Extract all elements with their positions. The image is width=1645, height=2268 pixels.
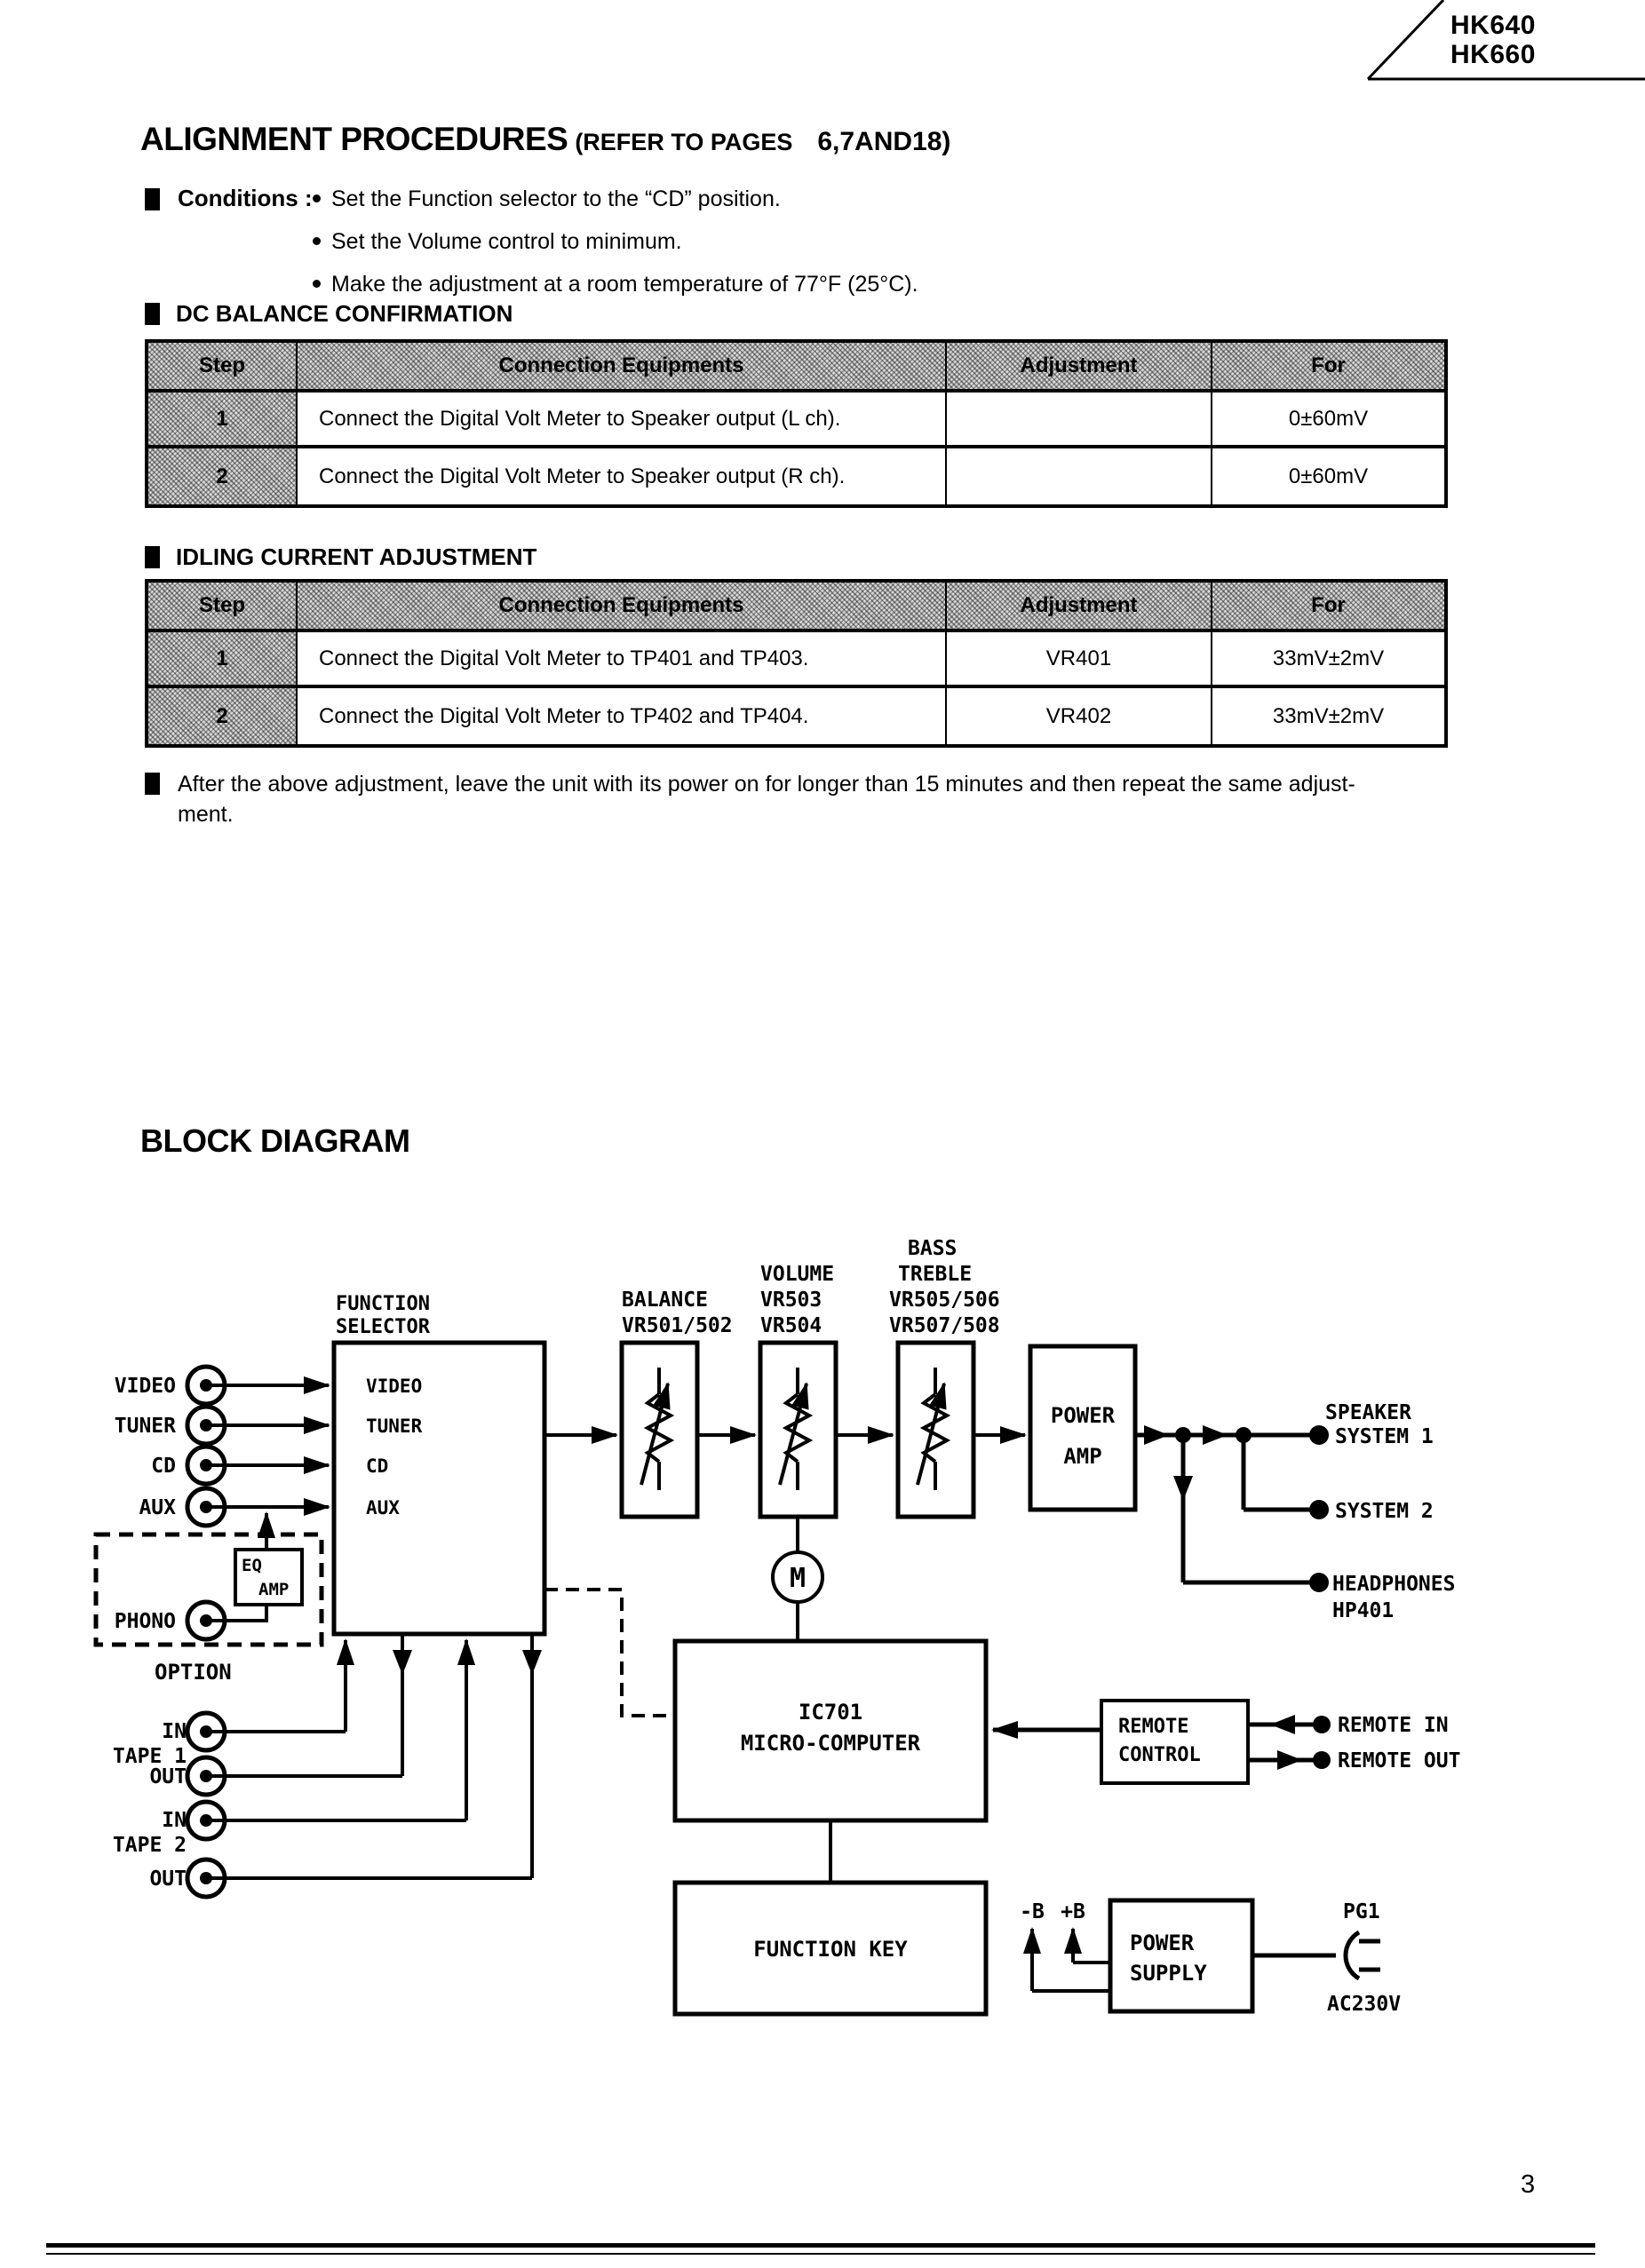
fs-input-tuner: TUNER [366,1416,423,1437]
function-key-label: FUNCTION KEY [753,1937,908,1962]
amp-label: AMP [258,1580,290,1599]
fs-input-aux: AUX [366,1497,400,1519]
system1-terminal [1309,1425,1329,1445]
adjustment-cell [947,393,1212,448]
bass-vr1-label: VR505/506 [889,1289,1000,1312]
connection-cell: Connect the Digital Volt Meter to Speaker output (R ch). [298,448,947,504]
page-number: 3 [1521,2170,1536,2199]
phono-jack-label: PHONO [114,1610,176,1633]
volume-vr1-label: VR503 [760,1289,822,1312]
hp401-label: HP401 [1332,1599,1395,1622]
adjustment-cell: VR401 [947,632,1212,688]
function-selector-label2: SELECTOR [336,1316,430,1338]
title-refer: (REFER TO PAGES [575,129,793,155]
step-cell: 1 [148,393,298,448]
bullet-icon [313,237,321,245]
for-cell: 0±60mV [1288,464,1369,488]
note-line1: After the above adjustment, leave the unit with its power on for longer than 15 minutes and then repeat the same adjust- [178,772,1355,797]
power-amp-box [1030,1346,1135,1510]
tuner-jack-label: TUNER [114,1415,176,1438]
fs-to-ic-dashed-wire [544,1590,672,1716]
section-header-idling-current [145,543,536,571]
video-jack-label: VIDEO [114,1375,176,1398]
section-header-dc-balance [145,300,513,328]
tape1-out-jack [187,1757,225,1795]
power-supply-label1: POWER [1130,1931,1195,1955]
option-label: OPTION [155,1660,232,1685]
header-slash [1368,0,1443,79]
bullet-icon [313,194,321,202]
out-arrow-2 [1203,1425,1228,1445]
minus-b-label: -B [1020,1900,1045,1923]
conditions-bullet-square [145,188,160,210]
tape2-out-jack [187,1860,225,1897]
system2-terminal [1309,1500,1329,1519]
remote-label1: REMOTE [1118,1716,1189,1738]
tape1-in-jack [187,1713,225,1750]
remote-control-box [1101,1701,1248,1783]
bullet-icon [313,280,321,288]
balance-pot-icon [641,1368,671,1490]
headphones-label: HEADPHONES [1332,1573,1456,1596]
block-diagram-title: BLOCK DIAGRAM [140,1122,410,1159]
step-cell: 1 [148,632,298,688]
tape2-in-jack [187,1802,225,1839]
eq-label: EQ [242,1556,262,1575]
power-amp-label2: AMP [1063,1444,1102,1469]
section-title: DC BALANCE CONFIRMATION [176,300,513,327]
column-header: Step [148,583,298,632]
for-cell: 33mV±2mV [1212,632,1444,688]
title-pages: 6,7AND18) [817,127,951,156]
treble-label: TREBLE [898,1263,973,1286]
remote-in-terminal [1313,1716,1331,1733]
system1-label: SYSTEM 1 [1335,1425,1434,1448]
adjustment-cell: VR402 [947,688,1212,744]
connection-cell: Connect the Digital Volt Meter to Speaker output (L ch). [298,393,947,448]
ic701-label2: MICRO-COMPUTER [740,1731,921,1756]
tape1-in-label: IN [162,1720,187,1743]
speaker-label: SPEAKER [1325,1401,1411,1424]
for-cell: 33mV±2mV [1272,703,1385,728]
tape1-label: TAPE 1 [112,1745,187,1768]
cd-jack [187,1447,225,1484]
remote-label2: CONTROL [1118,1744,1201,1766]
bass-vr2-label: VR507/508 [889,1314,1000,1337]
motor-label: M [789,1563,807,1594]
fs-input-video: VIDEO [366,1376,423,1397]
dc-balance-table [145,339,1448,508]
model-1: HK640 [1450,11,1536,40]
connection-cell: Connect the Digital Volt Meter to TP402 and TP404. [298,688,947,744]
title-main: ALIGNMENT PROCEDURES [140,121,568,157]
column-header: Connection Equipments [298,343,947,393]
bass-label: BASS [908,1237,958,1260]
bottom-rule-thin [46,2253,1595,2255]
tape2-out-label: OUT [149,1868,187,1891]
column-header: Connection Equipments [298,583,947,632]
remote-out-arrow [1277,1750,1302,1770]
pg1-label: PG1 [1343,1900,1380,1923]
tape2-in-label: IN [162,1809,187,1832]
tape2-label: TAPE 2 [112,1834,187,1857]
ac-plug-icon [1346,1932,1380,1979]
phono-jack [187,1602,225,1639]
section-title: IDLING CURRENT ADJUSTMENT [176,543,537,570]
balance-vr-label: VR501/502 [622,1314,733,1337]
volume-pot-icon [780,1368,809,1490]
condition-text: Set the Volume control to minimum. [331,229,682,254]
tape1-out-arrow [393,1650,412,1675]
headphones-arrow [1173,1476,1193,1501]
note-text [178,769,1492,829]
column-header: Adjustment [947,583,1212,632]
connection-cell: Connect the Digital Volt Meter to TP401 and TP403. [298,632,947,688]
condition-text: Set the Function selector to the “CD” position. [331,186,781,211]
system2-label: SYSTEM 2 [1335,1500,1434,1523]
tape2-out-arrow [522,1650,542,1675]
bass-pot-icon [918,1368,947,1490]
aux-jack-label: AUX [139,1496,176,1519]
step-cell: 2 [148,448,298,504]
power-supply-box [1110,1900,1252,2011]
cd-jack-label: CD [151,1455,176,1478]
bottom-rule-thick [46,2243,1595,2248]
conditions-list [313,186,918,314]
section-bullet-square [145,546,160,568]
power-supply-label2: SUPPLY [1130,1961,1207,1986]
adjustment-cell [947,448,1212,504]
condition-item [313,186,918,229]
remote-in-arrow [1270,1715,1295,1734]
model-numbers [1450,11,1536,69]
column-header: Step [148,343,298,393]
tuner-jack [187,1407,225,1444]
step-cell: 2 [148,688,298,744]
for-cell: 0±60mV [1212,393,1444,448]
block-diagram [53,1234,1599,2087]
remote-in-label: REMOTE IN [1338,1714,1449,1737]
column-header: For [1212,583,1444,632]
note-line2: ment. [178,802,234,827]
page-title [140,121,950,158]
balance-label: BALANCE [622,1289,708,1312]
power-amp-label1: POWER [1050,1403,1116,1428]
section-bullet-square [145,303,160,325]
remote-out-label: REMOTE OUT [1338,1749,1461,1772]
condition-text: Make the adjustment at a room temperature of 77°F (25°C). [331,272,918,297]
remote-out-terminal [1313,1751,1331,1769]
column-header: Adjustment [947,343,1212,393]
plus-b-label: +B [1061,1900,1085,1923]
ic701-label1: IC701 [798,1700,863,1725]
out-arrow-1 [1144,1425,1169,1445]
headphones-terminal [1309,1573,1329,1592]
conditions-label: Conditions : [178,185,313,211]
volume-label: VOLUME [760,1263,835,1286]
ac230v-label: AC230V [1327,1993,1402,2016]
fs-input-cd: CD [366,1455,389,1477]
video-jack [187,1367,225,1404]
tape1-out-label: OUT [149,1765,187,1788]
aux-jack [187,1488,225,1526]
idling-current-table [145,579,1448,748]
function-selector-label1: FUNCTION [336,1293,430,1315]
column-header: For [1212,343,1444,393]
volume-vr2-label: VR504 [760,1314,822,1337]
condition-item [313,229,918,272]
model-2: HK660 [1450,40,1536,69]
note-bullet-square [145,773,160,795]
